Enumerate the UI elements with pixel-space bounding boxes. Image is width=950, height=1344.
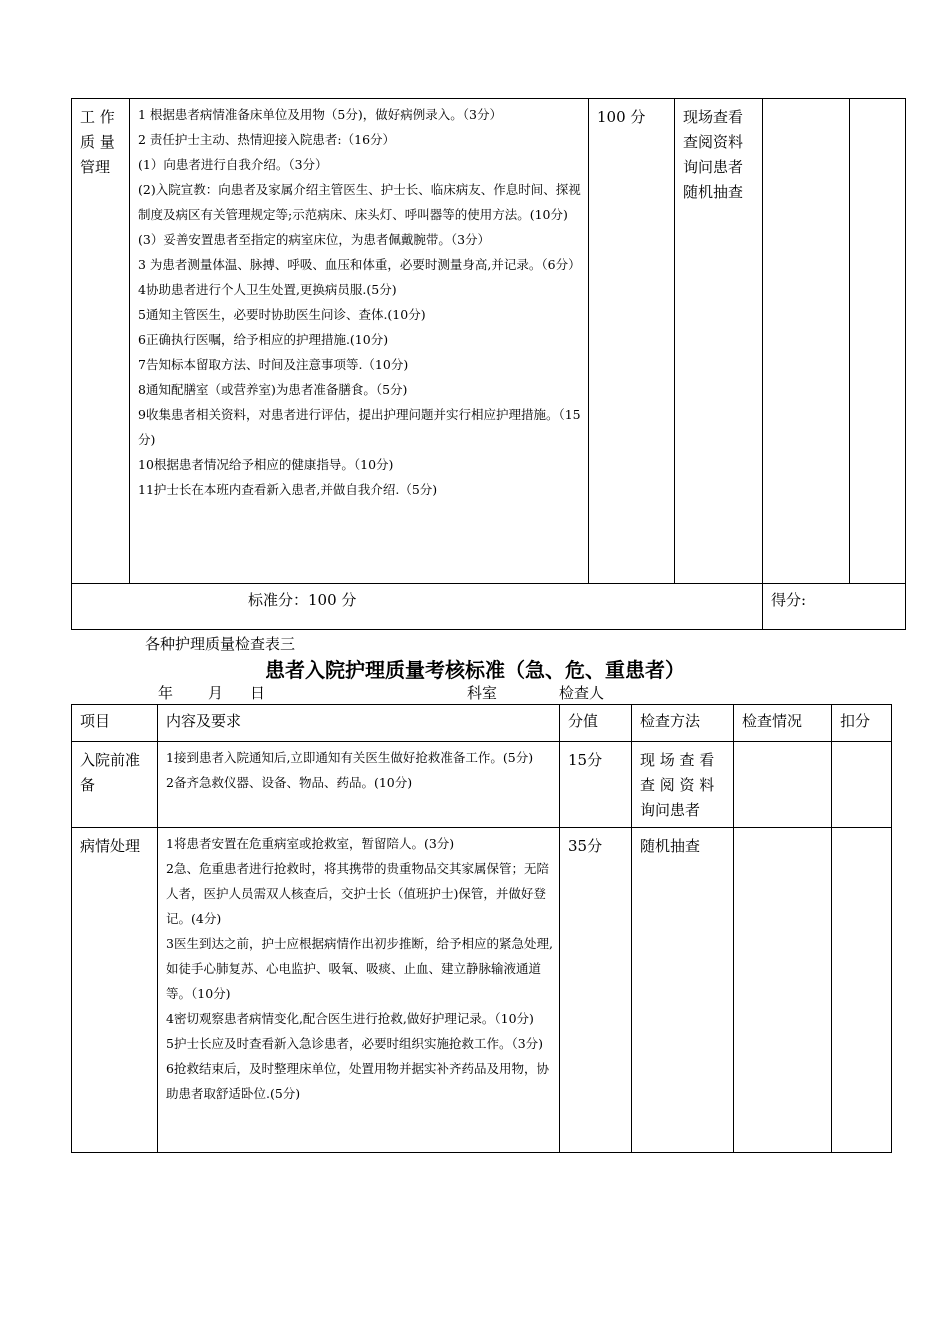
list-item: 1接到患者入院通知后,立即通知有关医生做好抢救准备工作。(5分)	[166, 750, 534, 765]
method-cell	[632, 742, 734, 828]
header-deduction: 扣分	[832, 705, 892, 742]
page-title: 患者入院护理质量考核标准（急、危、重患者）	[265, 658, 685, 682]
list-item: 2 责任护士主动、热情迎接入院患者:（16分）	[138, 132, 396, 147]
list-item: 3 为患者测量体温、脉搏、呼吸、血压和体重，必要时测量身高,并记录。（6分）	[138, 257, 581, 272]
content-cell	[158, 742, 560, 828]
list-item: 5护士长应及时查看新入急诊患者，必要时组织实施抢救工作。（3分)	[166, 1036, 544, 1051]
header-content: 内容及要求	[158, 705, 560, 742]
list-item: 9收集患者相关资料，对患者进行评估，提出护理问题并实行相应护理措施。（15分)	[138, 407, 581, 447]
header-check-status: 检查情况	[734, 705, 832, 742]
list-item: 6抢救结束后，及时整理床单位，处置用物并据实补齐药品及用物，协助患者取舒适卧位.(5分)	[166, 1061, 549, 1101]
quality-table-continued	[71, 98, 906, 630]
inspector-label: 检查人	[559, 684, 605, 702]
score-cell: 15分	[560, 742, 632, 828]
table-caption: 各种护理质量检查表三	[145, 635, 296, 653]
header-score: 分值	[560, 705, 632, 742]
list-item: 1 根据患者病情准备床单位及用物（5分)，做好病例录入。（3分）	[138, 107, 502, 122]
list-item: 1将患者安置在危重病室或抢救室，暂留陪人。(3分)	[166, 836, 455, 851]
list-item: 10根据患者情况给予相应的健康指导。（10分)	[138, 457, 394, 472]
method-line: 随机抽查	[683, 183, 744, 201]
deduction-cell[interactable]	[850, 99, 906, 584]
emergency-admission-table	[71, 704, 892, 1153]
category-cell	[72, 99, 130, 584]
category-label: 入院前准备	[80, 751, 141, 794]
list-item: 4协助患者进行个人卫生处置,更换病员服.(5分)	[138, 282, 397, 297]
content-cell	[158, 828, 560, 1153]
method-line: 现场查看	[683, 108, 744, 126]
list-item: 2急、危重患者进行抢救时，将其携带的贵重物品交其家属保管；无陪人者，医护人员需双人核查后，交护士长（值班护士)保管，并做好登记。(4分)	[166, 861, 549, 926]
deduction-cell[interactable]	[832, 828, 892, 1153]
list-item: 3医生到达之前，护士应根据病情作出初步推断，给予相应的紧急处理,如徒手心肺复苏、心电监护、吸氧、吸痰、止血、建立静脉输液通道等。（10分)	[166, 936, 553, 1001]
standard-score: 标准分：100 分	[72, 584, 763, 630]
category-cell	[72, 828, 158, 1153]
method-line: 查 阅 资 料	[640, 776, 715, 794]
score-cell: 100 分	[589, 99, 675, 584]
method-line: 询问患者	[683, 158, 744, 176]
list-item: 4密切观察患者病情变化,配合医生进行抢救,做好护理记录。（10分)	[166, 1011, 534, 1026]
check-status-cell[interactable]	[734, 828, 832, 1153]
method-line: 现 场 查 看	[640, 751, 715, 769]
method-line: 随机抽查	[640, 837, 701, 855]
date-day-label: 日	[250, 684, 266, 702]
check-status-cell[interactable]	[763, 99, 850, 584]
obtained-score[interactable]: 得分:	[763, 584, 906, 630]
header-item: 项目	[72, 705, 158, 742]
list-item: (1）向患者进行自我介绍。（3分）	[138, 157, 328, 172]
header-method: 检查方法	[632, 705, 734, 742]
content-cell	[130, 99, 589, 584]
method-line: 查阅资料	[683, 133, 744, 151]
list-item: 5通知主管医生，必要时协助医生问诊、查体.(10分)	[138, 307, 426, 322]
check-status-cell[interactable]	[734, 742, 832, 828]
score-cell: 35分	[560, 828, 632, 1153]
list-item: 8通知配膳室（或营养室)为患者准备膳食。（5分)	[138, 382, 408, 397]
method-cell	[632, 828, 734, 1153]
list-item: 11护士长在本班内查看新入患者,并做自我介绍.（5分)	[138, 482, 438, 497]
category-label: 工 作 质 量 管理	[80, 108, 115, 176]
list-item: 6正确执行医嘱，给予相应的护理措施.(10分)	[138, 332, 389, 347]
date-month-label: 月	[208, 684, 224, 702]
list-item: (2)入院宣教：向患者及家属介绍主管医生、护士长、临床病友、作息时间、探视制度及病区有关管理规定等;示范病床、床头灯、呼叫器等的使用方法。(10分)	[138, 182, 581, 222]
list-item: 7告知标本留取方法、时间及注意事项等.（10分)	[138, 357, 409, 372]
list-item: 2备齐急救仪器、设备、物品、药品。(10分)	[166, 775, 413, 790]
category-cell	[72, 742, 158, 828]
department-label: 科室	[467, 684, 498, 702]
list-item: (3）妥善安置患者至指定的病室床位，为患者佩戴腕带。（3分）	[138, 232, 491, 247]
date-year-label: 年	[158, 684, 174, 702]
method-cell	[675, 99, 763, 584]
category-label: 病情处理	[80, 837, 141, 855]
deduction-cell[interactable]	[832, 742, 892, 828]
item-list	[138, 102, 582, 502]
method-line: 询问患者	[640, 801, 701, 819]
